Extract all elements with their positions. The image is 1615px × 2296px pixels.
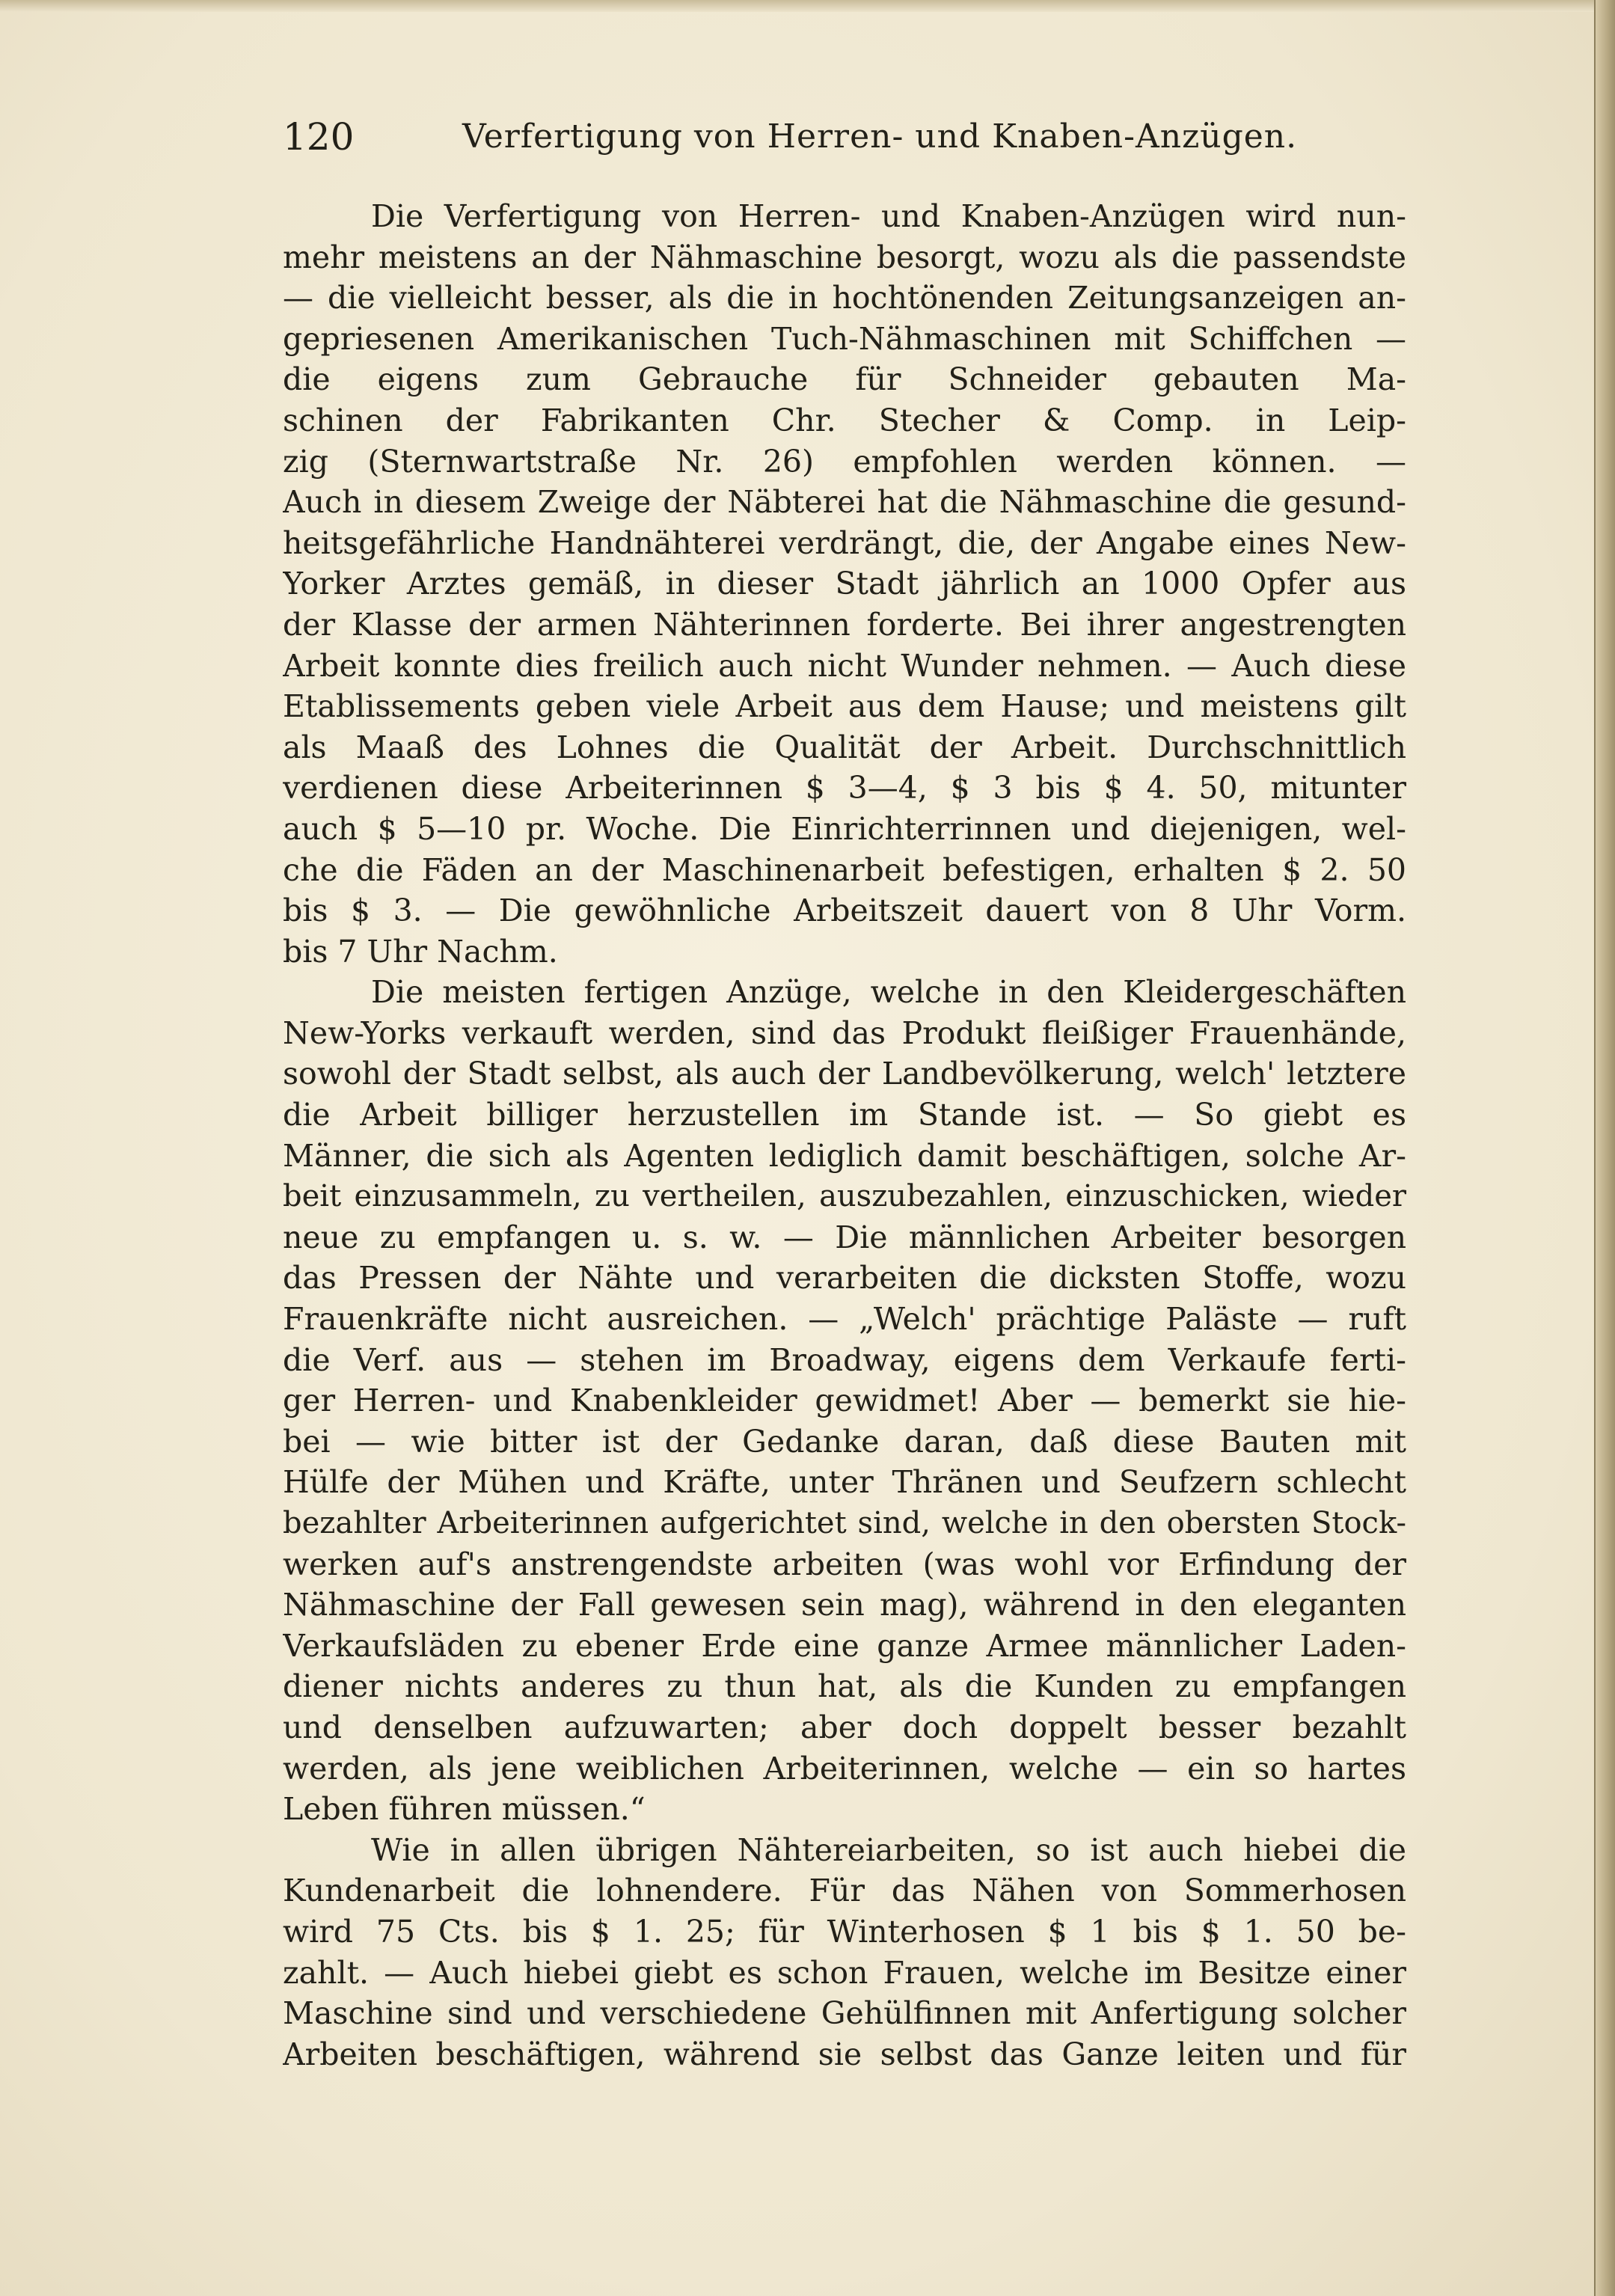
text-line: bis 7 Uhr Nachm. — [283, 933, 558, 970]
text-line: Maschine sind und verschiedene Gehülfinnen mit Anfertigung solcher — [283, 1995, 1406, 2032]
text-line: diener nichts anderes zu thun hat, als die Kunden zu empfangen — [283, 1668, 1406, 1705]
text-line: und denselben aufzuwarten; aber doch doppelt besser bezahlt — [283, 1709, 1406, 1745]
text-line: bei — wie bitter ist der Gedanke daran, daß diese Bauten mit — [283, 1423, 1406, 1460]
text-line: Frauenkräfte nicht ausreichen. — „Welch' prächtige Paläste — ruft — [283, 1301, 1406, 1338]
text-line: Leben führen müssen.“ — [283, 1791, 646, 1828]
text-line: Nähmaschine der Fall gewesen sein mag), während in den eleganten — [283, 1587, 1406, 1623]
text-line: Die Verfertigung von Herren- und Knaben-Anzügen wird nun- — [371, 198, 1406, 234]
text-line: schinen der Fabrikanten Chr. Stecher & Comp. in Leip- — [283, 402, 1406, 438]
text-line: Hülfe der Mühen und Kräfte, unter Thränen und Seufzern schlecht — [283, 1464, 1406, 1501]
text-line: zahlt. — Auch hiebei giebt es schon Frauen, welche im Besitze einer — [283, 1954, 1406, 1991]
text-line: Wie in allen übrigen Nähtereiarbeiten, so ist auch hiebei die — [371, 1831, 1406, 1868]
running-head — [283, 111, 1420, 163]
body-text — [283, 196, 1406, 2075]
text-line: verdienen diese Arbeiterinnen $ 3—4, $ 3 bis $ 4. 50, mitunter — [283, 770, 1406, 806]
text-line: Kundenarbeit die lohnendere. Für das Nähen von Sommerhosen — [283, 1873, 1406, 1909]
text-line: Etablissements geben viele Arbeit aus dem Hause; und meistens gilt — [283, 688, 1406, 725]
text-line: als Maaß des Lohnes die Qualität der Arbeit. Durchschnittlich — [283, 729, 1406, 765]
text-line: gepriesenen Amerikanischen Tuch-Nähmaschinen mit Schiffchen — — [283, 320, 1406, 357]
running-title: Verfertigung von Herren- und Knaben-Anzügen. — [462, 117, 1298, 156]
text-line: werken auf's anstrengendste arbeiten (was wohl vor Erfindung der — [283, 1546, 1406, 1582]
text-line: werden, als jene weiblichen Arbeiterinnen, welche — ein so hartes — [283, 1750, 1406, 1787]
text-line: sowohl der Stadt selbst, als auch der Landbevölkerung, welch' letztere — [283, 1056, 1406, 1092]
page-number: 120 — [283, 115, 355, 159]
text-line: auch $ 5—10 pr. Woche. Die Einrichterrinnen und diejenigen, wel- — [283, 810, 1406, 847]
text-line: Arbeiten beschäftigen, während sie selbst das Ganze leiten und für — [283, 2036, 1406, 2072]
text-line: wird 75 Cts. bis $ 1. 25; für Winterhosen $ 1 bis $ 1. 50 be- — [283, 1913, 1406, 1950]
text-line: die eigens zum Gebrauche für Schneider gebauten Ma- — [283, 361, 1406, 398]
text-line: bezahlter Arbeiterinnen aufgerichtet sind, welche in den obersten Stock- — [283, 1506, 1406, 1540]
text-line: mehr meistens an der Nähmaschine besorgt, wozu als die passendste — [283, 239, 1406, 275]
text-line: New-Yorks verkauft werden, sind das Produkt fleißiger Frauenhände, — [283, 1014, 1406, 1051]
text-line: beit einzusammeln, zu vertheilen, auszubezahlen, einzuschicken, wieder — [283, 1179, 1406, 1214]
text-line: die Verf. aus — stehen im Broadway, eigens dem Verkaufe ferti- — [283, 1341, 1406, 1378]
text-line: neue zu empfangen u. s. w. — Die männlichen Arbeiter besorgen — [283, 1219, 1406, 1255]
page-top-edge — [0, 0, 1615, 12]
page-right-edge — [1594, 0, 1615, 2296]
text-line: Auch in diesem Zweige der Näbterei hat die Nähmaschine die gesund- — [283, 484, 1406, 521]
text-line: Yorker Arztes gemäß, in dieser Stadt jährlich an 1000 Opfer aus — [283, 566, 1406, 602]
text-line: Arbeit konnte dies freilich auch nicht Wunder nehmen. — Auch diese — [283, 647, 1406, 684]
text-line: bis $ 3. — Die gewöhnliche Arbeitszeit dauert von 8 Uhr Vorm. — [283, 893, 1406, 929]
text-line: heitsgefährliche Handnähterei verdrängt, die, der Angabe eines New- — [283, 524, 1406, 561]
text-line: — die vielleicht besser, als die in hochtönenden Zeitungsanzeigen an- — [283, 280, 1406, 316]
text-line: der Klasse der armen Nähterinnen forderte. Bei ihrer angestrengten — [283, 606, 1406, 643]
text-line: Die meisten fertigen Anzüge, welche in den Kleidergeschäften — [371, 974, 1406, 1011]
text-line: Verkaufsläden zu ebener Erde eine ganze Armee männlicher Laden- — [283, 1627, 1406, 1664]
text-line: che die Fäden an der Maschinenarbeit befestigen, erhalten $ 2. 50 — [283, 851, 1406, 888]
text-line: die Arbeit billiger herzustellen im Stande ist. — So giebt es — [283, 1097, 1406, 1133]
text-line: ger Herren- und Knabenkleider gewidmet! Aber — bemerkt sie hie- — [283, 1383, 1406, 1419]
text-line: Männer, die sich als Agenten lediglich damit beschäftigen, solche Ar- — [283, 1137, 1406, 1174]
text-line: das Pressen der Nähte und verarbeiten die dicksten Stoffe, wozu — [283, 1260, 1406, 1297]
text-line: zig (Sternwartstraße Nr. 26) empfohlen werden können. — — [283, 443, 1406, 480]
